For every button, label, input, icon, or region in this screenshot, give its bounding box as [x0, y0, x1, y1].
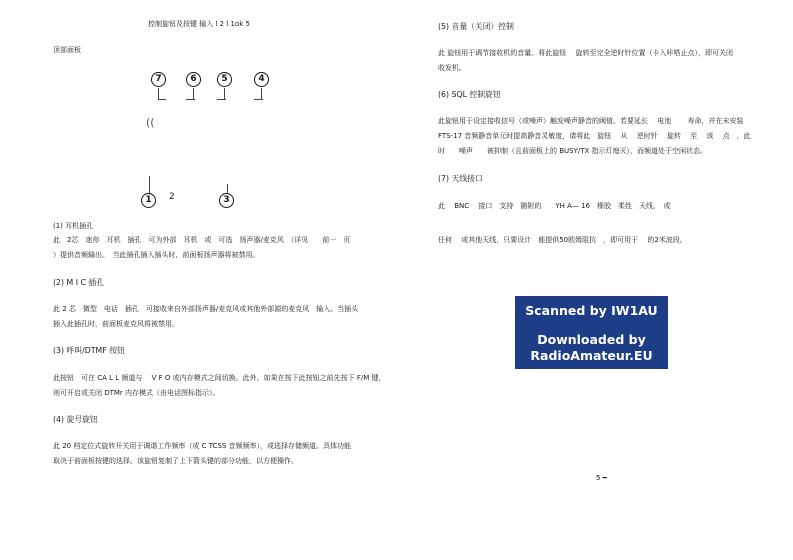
section-1-title: (1) 耳机插孔 — [53, 222, 94, 230]
section-5-title: (5) 音量（关闭）控制 — [438, 22, 514, 31]
section-7-title: (7) 天线接口 — [438, 174, 483, 183]
section-5-line-1: 此 旋钮用于调节接收机的音量。将此旋钮 旋转至完全逆时针位置（卡入咔嗒止点），即可关闭 — [438, 49, 733, 57]
page-header: 控制旋钮及按键 输入 l 2 l 1ok 5 — [148, 20, 250, 28]
section-1-line-1: 此 2芯 迷你 耳机 插孔 可为外部 耳机 或 可选 扬声器/麦克风 （详见 前一 页 — [53, 236, 351, 244]
leader-tick-7 — [158, 99, 166, 100]
leader-tick-5 — [217, 99, 226, 100]
section-2-title: (2) M I C 插孔 — [53, 278, 105, 287]
section-3-line-1: 此按钮 可在 CA L L 频道与 V F O 或内存模式之间切换。此外，如果在按下此按钮之前先按下 F/M 键， — [53, 374, 386, 382]
stamp-line-3: RadioAmateur.EU — [530, 348, 653, 363]
section-3-line-2: 则可开启或关闭 DTMr 内存模式（由电话图标指示）。 — [53, 389, 220, 397]
callout-6: 6 — [186, 72, 201, 87]
panel-title: 顶部面板 — [53, 46, 81, 54]
section-3-title: (3) 呼叫/DTMF 按钮 — [53, 346, 125, 355]
section-2-line-1: 此 2 芯 微型 电话 插孔 可接收来自外部扬声器/麦克风或其他外部源的麦克风 输入。当插头 — [53, 305, 359, 313]
section-2-line-2: 插入此插孔时，前面板麦克风将被禁用。 — [53, 320, 179, 328]
section-4-line-1: 此 20 档定位式旋转开关用于调谐工作频率（或 C TCSS 音频频率），或选择存储频道。具体功能 — [53, 442, 352, 450]
callout-7: 7 — [151, 72, 166, 87]
section-6-title: (6) SQL 控制旋钮 — [438, 90, 501, 99]
section-5-line-2: 收发机。 — [438, 64, 466, 72]
callout-2: 2 — [169, 192, 175, 202]
leader-line-1 — [149, 176, 150, 194]
leader-tick-6 — [186, 99, 195, 100]
headphone-jack-symbol: (( — [146, 116, 155, 129]
scan-watermark-stamp — [515, 296, 668, 369]
stamp-line-2: Downloaded by — [537, 332, 646, 347]
section-7-line-1: 此 BNC 接口 支持 随附的 YH A— 16 橡胶 柔性 天线， 或 — [438, 202, 671, 210]
page-number: 5 ━ — [596, 474, 607, 482]
section-7-line-2: 任何 或其他天线，只要设计 能提供50欧姆阻抗 ，即可用于 的2米波段。 — [438, 236, 687, 244]
callout-4: 4 — [254, 72, 269, 87]
callout-5: 5 — [217, 72, 232, 87]
leader-tick-4 — [254, 99, 263, 100]
section-6-line-1: 此旋钮用于设定接收信号（或噪声）触发噪声静音的阈值。若要延长 电池 寿命，并在未安装 — [438, 117, 744, 125]
section-4-line-2: 取决于前面板按键的选择。该旋钮复制了上下箭头键的部分功能，以方便操作。 — [53, 457, 298, 465]
callout-3: 3 — [219, 193, 234, 208]
section-6-line-2: FTS-17 音频静音单元时提高静音灵敏度，请将此 旋钮 从 逆时针 旋转 至 该 点 ，此 — [438, 132, 751, 140]
section-6-line-3: 时 噪声 被抑制（且前面板上的 BUSY/TX 指示灯熄灭），而频道处于空闲状态。 — [438, 147, 708, 155]
section-1-line-2: ）提供音频输出。 当此插孔插入插头时，前面板扬声器将被禁用。 — [53, 251, 260, 259]
stamp-line-1: Scanned by IW1AU — [525, 303, 658, 318]
callout-1: 1 — [141, 193, 156, 208]
section-4-title: (4) 旋号旋钮 — [53, 415, 98, 424]
